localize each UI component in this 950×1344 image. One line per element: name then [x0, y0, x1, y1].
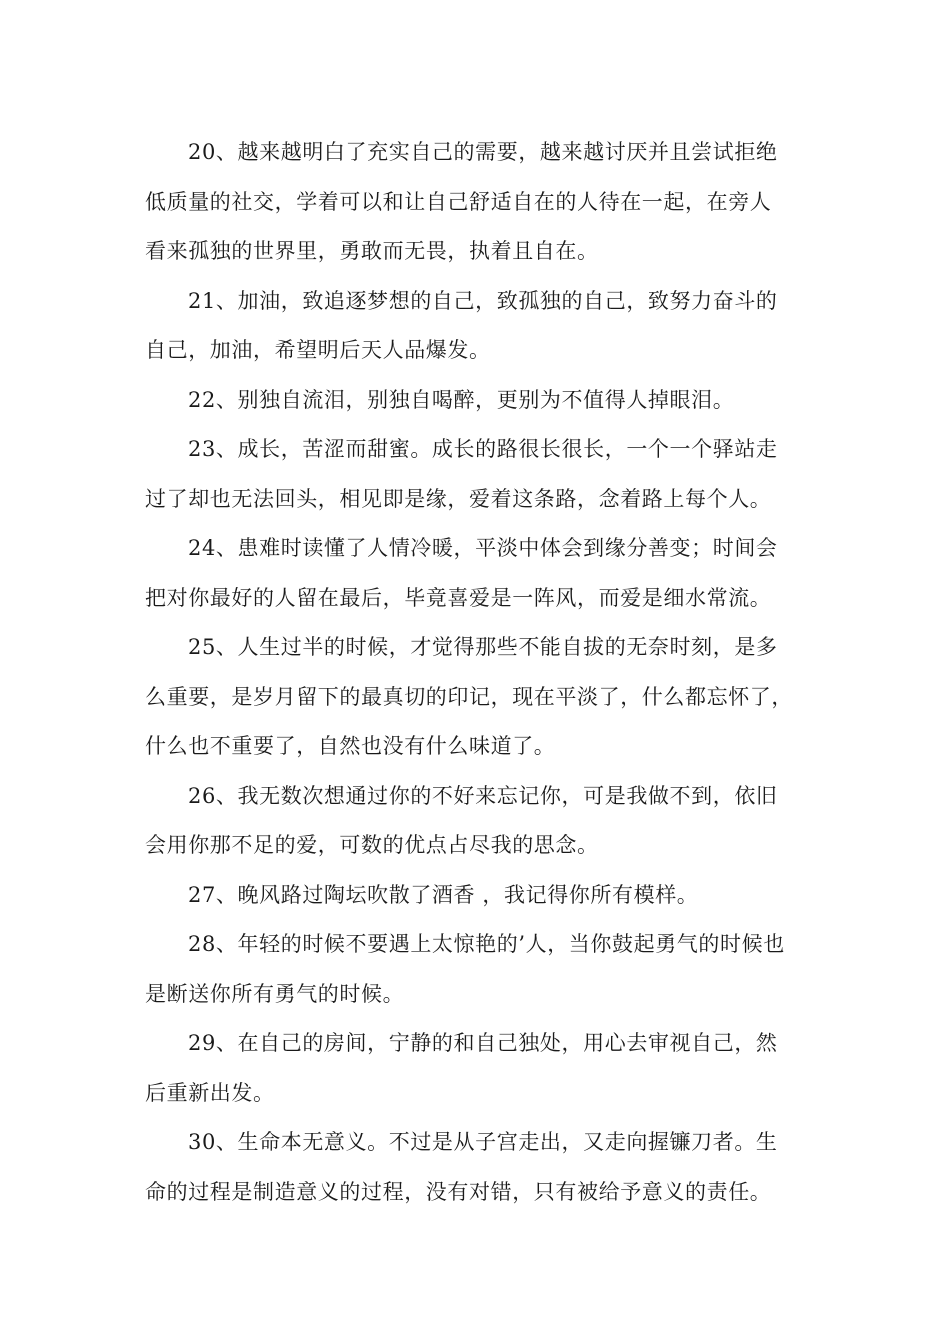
text-line: 是断送你所有勇气的时候。: [145, 981, 405, 1006]
text-line: 21、加油，致追逐梦想的自己，致孤独的自己，致努力奋斗的: [188, 288, 778, 313]
text-line: 25、人生过半的时候，才觉得那些不能自拔的无奈时刻，是多: [188, 635, 778, 659]
text-line: 自己，加油，希望明后天人品爆发。: [145, 338, 491, 362]
text-line: 会用你那不足的爱，可数的优点占尽我的思念。: [145, 833, 599, 857]
text-line: 看来孤独的世界里，勇敢而无畏，执着且自在。: [145, 239, 599, 263]
text-line: 什么也不重要了，自然也没有什么味道了。: [145, 734, 556, 758]
paragraph-25: [145, 623, 825, 772]
text-line: 30、生命本无意义。不过是从子宫走出，又走向握镰刀者。生: [188, 1130, 778, 1154]
paragraph-23: [145, 425, 825, 524]
paragraph-20: [145, 128, 825, 277]
text-line: 把对你最好的人留在最后，毕竟喜爱是一阵风，而爱是细水常流。: [145, 585, 772, 610]
paragraph-22: [145, 376, 825, 426]
text-line: 命的过程是制造意义的过程，没有对错，只有被给予意义的责任。: [145, 1179, 772, 1204]
text-line: 24、患难时读懂了人情冷暖，平淡中体会到缘分善变；时间会: [188, 536, 778, 560]
text-line: 23、成长，苦涩而甜蜜。成长的路很长很长，一个一个驿站走: [188, 437, 778, 461]
text-line: 后重新出发。: [145, 1080, 275, 1105]
text-line: 么重要，是岁月留下的最真切的印记，现在平淡了，什么都忘怀了，: [145, 684, 793, 709]
paragraph-30: [145, 1118, 825, 1217]
text-line: 27、晚风路过陶坛吹散了酒香 ，我记得你所有模样。: [188, 882, 699, 907]
paragraph-24: [145, 524, 825, 623]
text-line: 低质量的社交，学着可以和让自己舒适自在的人待在一起，在旁人: [145, 189, 772, 214]
text-line: 过了却也无法回头，相见即是缘，爱着这条路，念着路上每个人。: [145, 486, 772, 511]
text-line: 28、年轻的时候不要遇上太惊艳的’人，当你鼓起勇气的时候也: [188, 932, 785, 956]
document-body: [145, 128, 825, 1217]
text-line: 20、越来越明白了充实自己的需要，越来越讨厌并且尝试拒绝: [188, 140, 778, 164]
text-line: 22、别独自流泪，别独自喝醉，更别为不值得人掉眼泪。: [188, 387, 735, 412]
paragraph-26: [145, 772, 825, 871]
text-line: 26、我无数次想通过你的不好来忘记你，可是我做不到，依旧: [188, 783, 778, 808]
paragraph-27: [145, 871, 825, 921]
paragraph-28: [145, 920, 825, 1019]
paragraph-29: [145, 1019, 825, 1118]
text-line: 29、在自己的房间，宁静的和自己独处，用心去审视自己，然: [188, 1031, 778, 1055]
paragraph-21: [145, 277, 825, 376]
